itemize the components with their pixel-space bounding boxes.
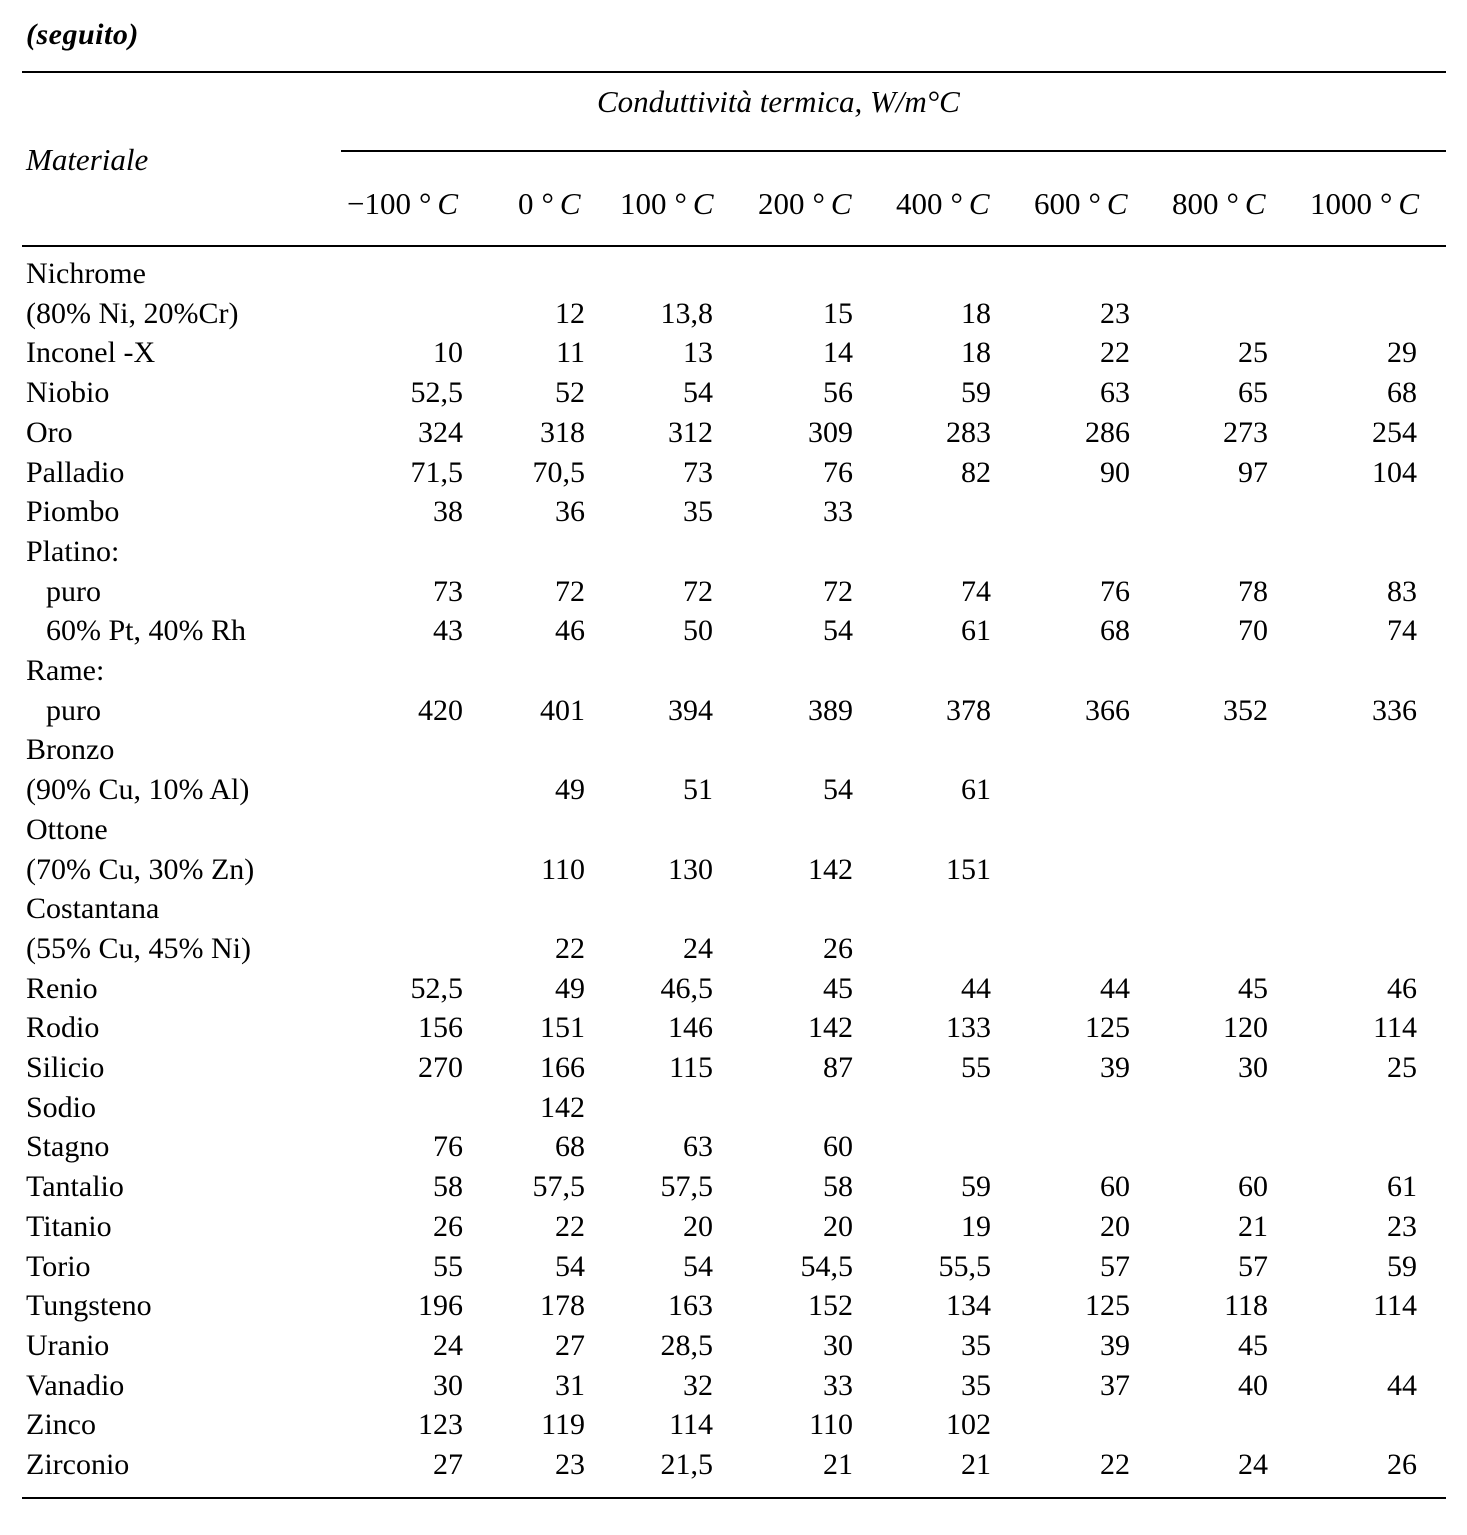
conductivity-cell: 49 [555, 773, 585, 806]
conductivity-cell: 163 [668, 1289, 713, 1322]
material-name: Nichrome [26, 257, 146, 290]
conductivity-cell: 420 [418, 694, 463, 727]
bottom-rule [22, 1497, 1446, 1499]
temperature-column-header [1034, 186, 1128, 222]
conductivity-cell: 57 [1238, 1250, 1268, 1283]
conductivity-cell: 26 [1387, 1448, 1417, 1481]
table-row [0, 1207, 1467, 1247]
conductivity-cell: 38 [433, 495, 463, 528]
material-name: Zirconio [26, 1448, 130, 1481]
conductivity-cell: 31 [555, 1369, 585, 1402]
conductivity-cell: 74 [1387, 614, 1417, 647]
conductivity-cell: 21,5 [660, 1448, 713, 1481]
conductivity-cell: 51 [683, 773, 713, 806]
conductivity-cell: 125 [1085, 1011, 1130, 1044]
material-name: Tantalio [26, 1170, 124, 1203]
temperature-value: −100 [347, 186, 411, 221]
table-row [0, 730, 1467, 770]
conductivity-cell: 318 [540, 416, 585, 449]
conductivity-cell: 366 [1085, 694, 1130, 727]
table-row [0, 373, 1467, 413]
conductivity-cell: 324 [418, 416, 463, 449]
conductivity-cell: 54 [823, 614, 853, 647]
temperature-column-header [1172, 186, 1266, 222]
table-row [0, 1286, 1467, 1326]
conductivity-cell: 33 [823, 1369, 853, 1402]
conductivity-cell: 125 [1085, 1289, 1130, 1322]
conductivity-cell: 78 [1238, 575, 1268, 608]
conductivity-cell: 87 [823, 1051, 853, 1084]
conductivity-cell: 21 [1238, 1210, 1268, 1243]
temperature-unit: C [968, 186, 990, 221]
material-name: Renio [26, 972, 98, 1005]
table-row [0, 413, 1467, 453]
conductivity-cell: 336 [1372, 694, 1417, 727]
conductivity-cell: 352 [1223, 694, 1268, 727]
conductivity-cell: 24 [683, 932, 713, 965]
conductivity-cell: 254 [1372, 416, 1417, 449]
conductivity-cell: 394 [668, 694, 713, 727]
material-name: Bronzo [26, 733, 115, 766]
conductivity-cell: 273 [1223, 416, 1268, 449]
material-name: Tungsteno [26, 1289, 152, 1322]
conductivity-cell: 20 [823, 1210, 853, 1243]
conductivity-cell: 83 [1387, 575, 1417, 608]
material-column-header: Materiale [26, 142, 149, 177]
conductivity-cell: 21 [823, 1448, 853, 1481]
temperature-unit: C [1106, 186, 1128, 221]
temperature-unit: C [1244, 186, 1266, 221]
conductivity-cell: 74 [961, 575, 991, 608]
degree-symbol: ° [674, 186, 687, 221]
material-name: Palladio [26, 456, 125, 489]
degree-symbol: ° [1226, 186, 1239, 221]
material-name: Rodio [26, 1011, 100, 1044]
table-row [0, 254, 1467, 294]
conductivity-cell: 33 [823, 495, 853, 528]
conductivity-cell: 114 [1373, 1011, 1417, 1044]
table-row [0, 1127, 1467, 1167]
material-name: (70% Cu, 30% Zn) [26, 853, 255, 886]
conductivity-cell: 25 [1387, 1051, 1417, 1084]
conductivity-cell: 24 [433, 1329, 463, 1362]
conductivity-cell: 130 [668, 853, 713, 886]
conductivity-cell: 24 [1238, 1448, 1268, 1481]
temperature-value: 200 [758, 186, 805, 221]
conductivity-cell: 25 [1238, 336, 1268, 369]
conductivity-cell: 119 [541, 1408, 585, 1441]
temperature-column-header [896, 186, 990, 222]
material-name: Niobio [26, 376, 110, 409]
material-name: Oro [26, 416, 73, 449]
conductivity-cell: 57,5 [660, 1170, 713, 1203]
conductivity-cell: 401 [540, 694, 585, 727]
conductivity-cell: 22 [555, 932, 585, 965]
conductivity-cell: 90 [1100, 456, 1130, 489]
conductivity-cell: 39 [1100, 1051, 1130, 1084]
conductivity-cell: 59 [961, 1170, 991, 1203]
conductivity-cell: 68 [1387, 376, 1417, 409]
material-name: (55% Cu, 45% Ni) [26, 932, 251, 965]
conductivity-cell: 61 [1387, 1170, 1417, 1203]
conductivity-cell: 10 [433, 336, 463, 369]
conductivity-cell: 44 [1387, 1369, 1417, 1402]
conductivity-cell: 21 [961, 1448, 991, 1481]
material-name: Titanio [26, 1210, 112, 1243]
conductivity-cell: 54 [683, 1250, 713, 1283]
conductivity-cell: 60 [1100, 1170, 1130, 1203]
conductivity-cell: 56 [823, 376, 853, 409]
conductivity-cell: 57 [1100, 1250, 1130, 1283]
table-row [0, 1326, 1467, 1366]
material-name: Silicio [26, 1051, 105, 1084]
conductivity-cell: 14 [823, 336, 853, 369]
conductivity-cell: 20 [1100, 1210, 1130, 1243]
degree-symbol: ° [812, 186, 825, 221]
conductivity-cell: 58 [433, 1170, 463, 1203]
conductivity-cell: 97 [1238, 456, 1268, 489]
table-row [0, 1088, 1467, 1128]
conductivity-cell: 35 [683, 495, 713, 528]
material-name: (80% Ni, 20%Cr) [26, 297, 239, 330]
temperature-column-header [758, 186, 852, 222]
conductivity-cell: 12 [555, 297, 585, 330]
degree-symbol: ° [541, 186, 554, 221]
conductivity-cell: 59 [961, 376, 991, 409]
table-row [0, 850, 1467, 890]
conductivity-cell: 54,5 [800, 1250, 853, 1283]
table-row [0, 1366, 1467, 1406]
conductivity-cell: 196 [418, 1289, 463, 1322]
conductivity-cell: 61 [961, 773, 991, 806]
degree-symbol: ° [1088, 186, 1101, 221]
conductivity-cell: 55 [433, 1250, 463, 1283]
table-row [0, 810, 1467, 850]
table-row [0, 492, 1467, 532]
table-row [0, 1445, 1467, 1485]
table-row [0, 333, 1467, 373]
degree-symbol: ° [1380, 186, 1393, 221]
table-row [0, 929, 1467, 969]
conductivity-cell: 22 [1100, 336, 1130, 369]
conductivity-cell: 76 [433, 1130, 463, 1163]
conductivity-cell: 114 [1373, 1289, 1417, 1322]
conductivity-cell: 389 [808, 694, 853, 727]
conductivity-cell: 52,5 [410, 972, 463, 1005]
conductivity-cell: 32 [683, 1369, 713, 1402]
conductivity-cell: 312 [668, 416, 713, 449]
conductivity-cell: 30 [823, 1329, 853, 1362]
conductivity-cell: 73 [683, 456, 713, 489]
material-name: Inconel -X [26, 336, 156, 369]
temperature-column-header [518, 186, 581, 222]
conductivity-cell: 52,5 [410, 376, 463, 409]
material-name: Costantana [26, 892, 160, 925]
table-row [0, 1405, 1467, 1445]
conductivity-cell: 36 [555, 495, 585, 528]
table-row [0, 611, 1467, 651]
temperature-value: 400 [896, 186, 943, 221]
temperature-column-header [620, 186, 714, 222]
conductivity-cell: 118 [1224, 1289, 1268, 1322]
conductivity-cell: 309 [808, 416, 853, 449]
table-row [0, 889, 1467, 929]
conductivity-cell: 55 [961, 1051, 991, 1084]
conductivity-cell: 104 [1372, 456, 1417, 489]
conductivity-cell: 26 [823, 932, 853, 965]
conductivity-cell: 70 [1238, 614, 1268, 647]
conductivity-cell: 28,5 [660, 1329, 713, 1362]
temperature-value: 0 [518, 186, 534, 221]
conductivity-cell: 152 [808, 1289, 853, 1322]
degree-symbol: ° [418, 186, 432, 221]
conductivity-cell: 134 [946, 1289, 991, 1322]
conductivity-cell: 13 [683, 336, 713, 369]
conductivity-cell: 270 [418, 1051, 463, 1084]
table-row [0, 1048, 1467, 1088]
conductivity-cell: 11 [556, 336, 585, 369]
conductivity-cell: 22 [555, 1210, 585, 1243]
conductivity-cell: 76 [1100, 575, 1130, 608]
conductivity-cell: 49 [555, 972, 585, 1005]
temperature-column-header [347, 186, 458, 222]
conductivity-cell: 45 [1238, 972, 1268, 1005]
conductivity-cell: 37 [1100, 1369, 1130, 1402]
conductivity-cell: 71,5 [410, 456, 463, 489]
conductivity-cell: 58 [823, 1170, 853, 1203]
conductivity-cell: 54 [823, 773, 853, 806]
material-name: puro [46, 575, 101, 608]
table-row [0, 969, 1467, 1009]
conductivity-cell: 15 [823, 297, 853, 330]
conductivity-cell: 18 [961, 336, 991, 369]
conductivity-cell: 59 [1387, 1250, 1417, 1283]
conductivity-cell: 123 [418, 1408, 463, 1441]
conductivity-cell: 35 [961, 1329, 991, 1362]
conductivity-cell: 114 [669, 1408, 713, 1441]
conductivity-cell: 166 [540, 1051, 585, 1084]
conductivity-cell: 54 [555, 1250, 585, 1283]
table-row [0, 453, 1467, 493]
table-row [0, 691, 1467, 731]
conductivity-cell: 68 [1100, 614, 1130, 647]
temperature-column-header [1310, 186, 1419, 222]
conductivity-cell: 19 [961, 1210, 991, 1243]
conductivity-cell: 27 [433, 1448, 463, 1481]
temperature-value: 600 [1034, 186, 1081, 221]
conductivity-cell: 110 [541, 853, 585, 886]
conductivity-cell: 54 [683, 376, 713, 409]
material-name: Zinco [26, 1408, 96, 1441]
conductivity-cell: 23 [1100, 297, 1130, 330]
conductivity-cell: 76 [823, 456, 853, 489]
material-name: 60% Pt, 40% Rh [46, 614, 247, 647]
conductivity-cell: 110 [809, 1408, 853, 1441]
material-name: Rame: [26, 654, 105, 687]
material-name: puro [46, 694, 101, 727]
table-caption: (seguito) [26, 18, 139, 51]
conductivity-cell: 283 [946, 416, 991, 449]
conductivity-cell: 40 [1238, 1369, 1268, 1402]
temperature-value: 1000 [1310, 186, 1372, 221]
conductivity-cell: 20 [683, 1210, 713, 1243]
conductivity-cell: 44 [961, 972, 991, 1005]
conductivity-cell: 72 [823, 575, 853, 608]
material-name: Vanadio [26, 1369, 125, 1402]
conductivity-cell: 142 [540, 1091, 585, 1124]
conductivity-cell: 46 [1387, 972, 1417, 1005]
conductivity-cell: 44 [1100, 972, 1130, 1005]
conductivity-cell: 18 [961, 297, 991, 330]
degree-symbol: ° [950, 186, 963, 221]
material-name: (90% Cu, 10% Al) [26, 773, 250, 806]
conductivity-cell: 151 [540, 1011, 585, 1044]
conductivity-cell: 30 [1238, 1051, 1268, 1084]
conductivity-cell: 43 [433, 614, 463, 647]
conductivity-cell: 30 [433, 1369, 463, 1402]
conductivity-cell: 82 [961, 456, 991, 489]
conductivity-cell: 27 [555, 1329, 585, 1362]
temperature-unit: C [437, 186, 459, 221]
conductivity-cell: 57,5 [532, 1170, 585, 1203]
table-row [0, 532, 1467, 572]
material-name: Uranio [26, 1329, 110, 1362]
conductivity-cell: 178 [540, 1289, 585, 1322]
conductivity-cell: 63 [683, 1130, 713, 1163]
conductivity-cell: 102 [946, 1408, 991, 1441]
conductivity-cell: 156 [418, 1011, 463, 1044]
conductivity-cell: 68 [555, 1130, 585, 1163]
table-row [0, 1008, 1467, 1048]
temperature-unit: C [830, 186, 852, 221]
conductivity-cell: 146 [668, 1011, 713, 1044]
material-name: Ottone [26, 813, 108, 846]
conductivity-cell: 45 [1238, 1329, 1268, 1362]
header-rule [22, 245, 1446, 247]
temperature-unit: C [559, 186, 581, 221]
conductivity-cell: 26 [433, 1210, 463, 1243]
conductivity-cell: 50 [683, 614, 713, 647]
conductivity-cell: 70,5 [532, 456, 585, 489]
temperature-unit: C [1398, 186, 1420, 221]
conductivity-cell: 35 [961, 1369, 991, 1402]
conductivity-cell: 151 [946, 853, 991, 886]
top-rule [22, 71, 1446, 73]
material-name: Platino: [26, 535, 120, 568]
column-group-title: Conduttività termica, W/m°C [597, 84, 960, 119]
material-name: Sodio [26, 1091, 97, 1124]
conductivity-cell: 46,5 [660, 972, 713, 1005]
conductivity-cell: 72 [555, 575, 585, 608]
conductivity-cell: 55,5 [938, 1250, 991, 1283]
conductivity-cell: 61 [961, 614, 991, 647]
conductivity-cell: 65 [1238, 376, 1268, 409]
conductivity-cell: 133 [946, 1011, 991, 1044]
conductivity-cell: 22 [1100, 1448, 1130, 1481]
conductivity-cell: 286 [1085, 416, 1130, 449]
conductivity-cell: 52 [555, 376, 585, 409]
table-row [0, 770, 1467, 810]
conductivity-cell: 13,8 [660, 297, 713, 330]
conductivity-cell: 63 [1100, 376, 1130, 409]
conductivity-cell: 72 [683, 575, 713, 608]
conductivity-cell: 60 [1238, 1170, 1268, 1203]
conductivity-cell: 142 [808, 853, 853, 886]
temperature-unit: C [692, 186, 714, 221]
conductivity-cell: 29 [1387, 336, 1417, 369]
conductivity-cell: 23 [555, 1448, 585, 1481]
conductivity-cell: 73 [433, 575, 463, 608]
temperature-value: 800 [1172, 186, 1219, 221]
temperature-value: 100 [620, 186, 667, 221]
conductivity-cell: 60 [823, 1130, 853, 1163]
material-name: Stagno [26, 1130, 110, 1163]
conductivity-cell: 39 [1100, 1329, 1130, 1362]
material-name: Piombo [26, 495, 120, 528]
table-row [0, 1247, 1467, 1287]
conductivity-cell: 115 [669, 1051, 713, 1084]
conductivity-cell: 45 [823, 972, 853, 1005]
table-row [0, 1167, 1467, 1207]
column-group-rule [341, 150, 1446, 152]
conductivity-cell: 23 [1387, 1210, 1417, 1243]
table-row [0, 294, 1467, 334]
conductivity-cell: 46 [555, 614, 585, 647]
conductivity-cell: 120 [1223, 1011, 1268, 1044]
table-row [0, 572, 1467, 612]
conductivity-cell: 142 [808, 1011, 853, 1044]
conductivity-cell: 378 [946, 694, 991, 727]
table-row [0, 651, 1467, 691]
material-name: Torio [26, 1250, 91, 1283]
